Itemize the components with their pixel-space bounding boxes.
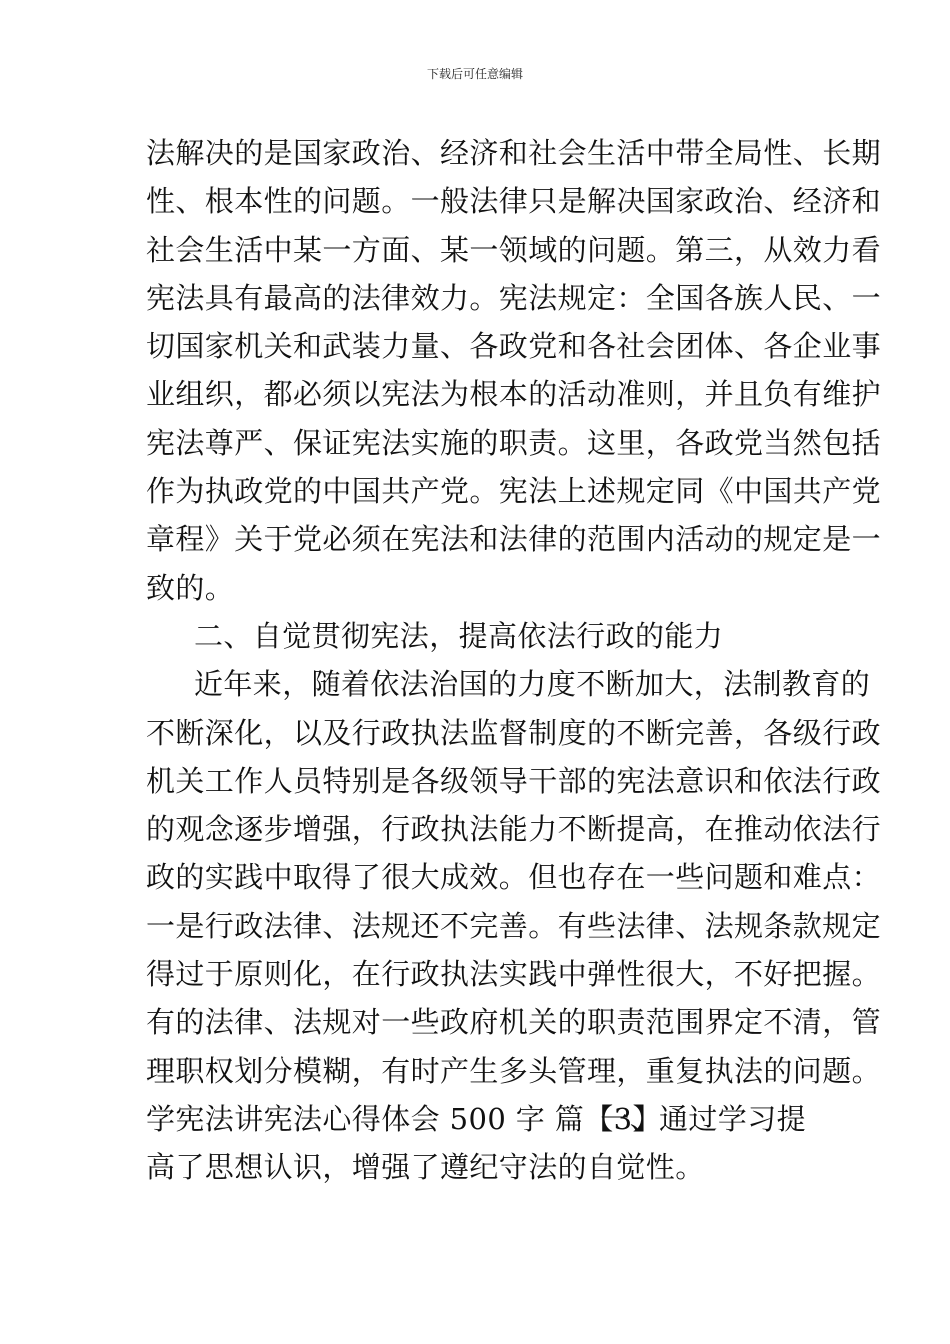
page-header: 下载后可任意编辑 <box>426 67 523 81</box>
paragraph-line: 高了思想认识，增强了遵纪守法的自觉性。 <box>146 1150 705 1185</box>
section-heading: 二、自觉贯彻宪法，提高依法行政的能力 <box>194 618 724 653</box>
paragraph-line: 一是行政法律、法规还不完善。有些法律、法规条款规定 <box>146 908 882 943</box>
paragraph-line: 的观念逐步增强，行政执法能力不断提高，在推动依法行 <box>146 812 882 847</box>
first-point-start: 一、通过学习提 <box>600 1101 806 1136</box>
paragraph-line: 社会生活中某一方面、某一领域的问题。第三，从效力看 <box>146 232 882 267</box>
paragraph-line: 宪法具有最高的法律效力。宪法规定：全国各族人民、一 <box>146 280 882 315</box>
paragraph-line: 政的实践中取得了很大成效。但也存在一些问题和难点： <box>146 860 882 895</box>
paragraph-line: 法解决的是国家政治、经济和社会生活中带全局性、长期 <box>146 136 882 170</box>
paragraph-line: 宪法尊严、保证宪法实施的职责。这里，各政党当然包括 <box>146 425 882 460</box>
paragraph-line: 不断深化，以及行政执法监督制度的不断完善，各级行政 <box>146 715 882 750</box>
paragraph-line: 近年来，随着依法治国的力度不断加大，法制教育的 <box>194 667 871 702</box>
paragraph-line: 理职权划分模糊，有时产生多头管理，重复执法的问题。 <box>146 1053 882 1088</box>
paragraph-line: 有的法律、法规对一些政府机关的职责范围界定不清，管 <box>146 1005 882 1040</box>
article-title-row <box>146 1095 806 1143</box>
paragraph-line: 得过于原则化，在行政执法实践中弹性很大，不好把握。 <box>146 957 882 992</box>
paragraph-line: 切国家机关和武装力量、各政党和各社会团体、各企业事 <box>146 329 882 364</box>
paragraph-line: 业组织，都必须以宪法为根本的活动准则，并且负有维护 <box>146 377 882 412</box>
paragraph-line: 章程》关于党必须在宪法和法律的范围内活动的规定是一 <box>146 522 882 557</box>
paragraph-line: 作为执政党的中国共产党。宪法上述规定同《中国共产党 <box>146 474 882 509</box>
article-title: 学宪法讲宪法心得体会 500 字 篇【3】 <box>146 1101 662 1136</box>
document-body <box>146 129 882 1192</box>
paragraph-line: 致的。 <box>146 570 235 605</box>
paragraph-line: 性、根本性的问题。一般法律只是解决国家政治、经济和 <box>146 184 882 219</box>
paragraph-line: 机关工作人员特别是各级领导干部的宪法意识和依法行政 <box>146 763 882 798</box>
